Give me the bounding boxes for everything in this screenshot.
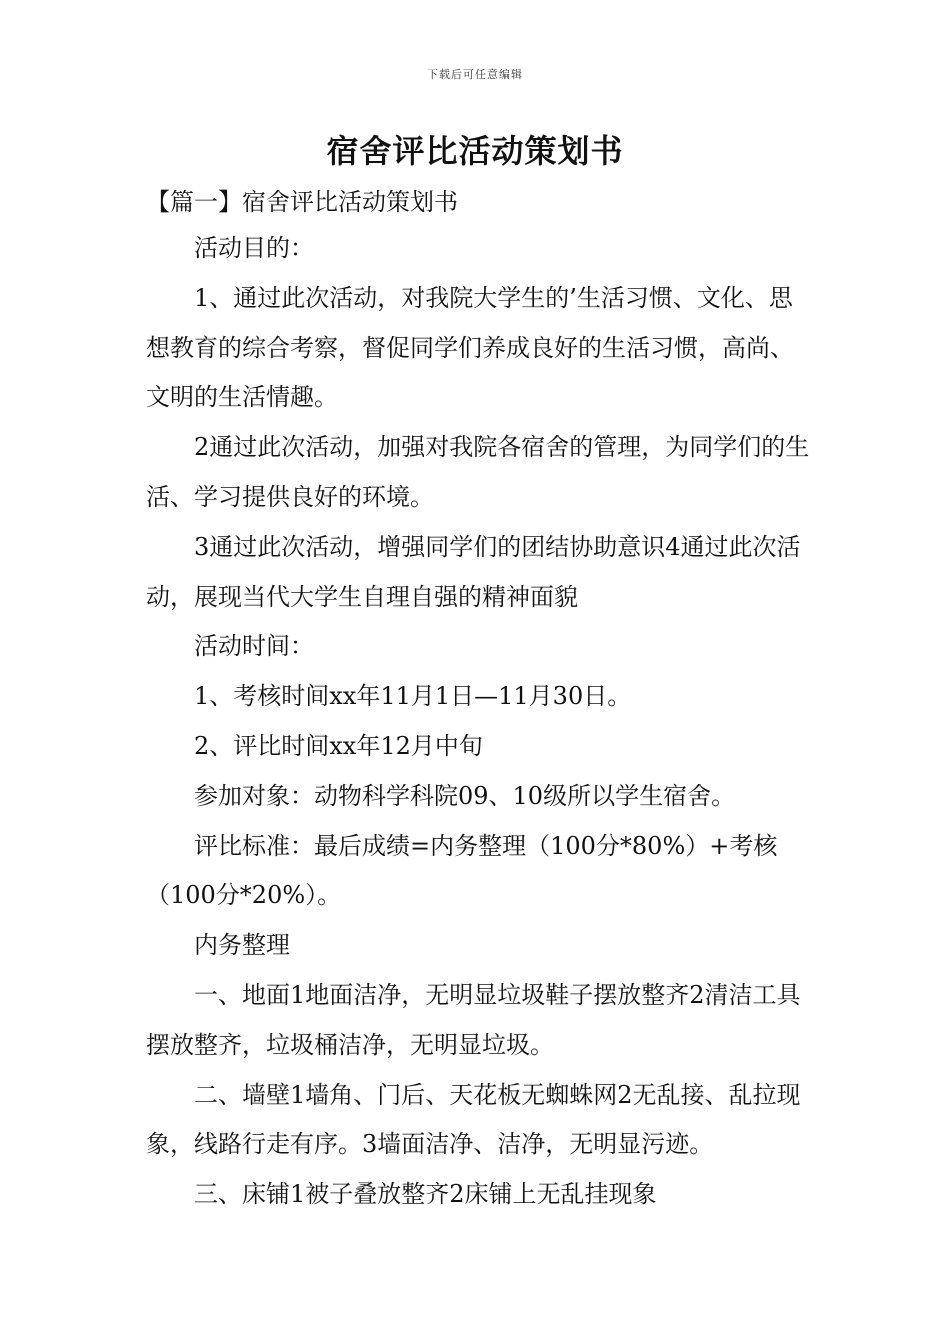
paragraph: 一、地面1地面洁净，无明显垃圾鞋子摆放整齐2清洁工具摆放整齐，垃圾桶洁净，无明显垃圾。: [146, 980, 801, 1059]
paragraph: 三、床铺1被子叠放整齐2床铺上无乱挂现象: [194, 1180, 657, 1209]
paragraph: 评比标准：最后成绩=内务整理（100分*80%）+考核（100分*20%）。: [146, 831, 778, 910]
paragraph: 1、考核时间xx年11月1日—11月30日。: [194, 682, 632, 711]
paragraph: 活动时间：: [194, 632, 314, 661]
paragraph: 2通过此次活动，加强对我院各宿舍的管理，为同学们的生活、学习提供良好的环境。: [146, 433, 810, 511]
paragraph: 参加对象：动物科学科院09、10级所以学生宿舍。: [194, 781, 736, 810]
paragraph: 二、墙壁1墙角、门后、天花板无蜘蛛网2无乱接、乱拉现象，线路行走有序。3墙面洁净、洁净，无明显污迹。: [146, 1080, 801, 1159]
paragraph: 2、评比时间xx年12月中旬: [194, 731, 483, 760]
paragraph: 内务整理: [194, 931, 290, 960]
document-title: 宿舍评比活动策划书: [326, 132, 624, 170]
header-note: 下载后可任意编辑: [427, 68, 523, 81]
document-body: [146, 224, 811, 1220]
paragraph: 活动目的：: [194, 234, 314, 262]
paragraph: 1、通过此次活动，对我院大学生的’生活习惯、文化、思想教育的综合考察，督促同学们养成良好的生活习惯，高尚、文明的生活情趣。: [146, 283, 794, 412]
section-heading: 【篇一】宿舍评比活动策划书: [146, 188, 458, 216]
paragraph: 3通过此次活动，增强同学们的团结协助意识4通过此次活动，展现当代大学生自理自强的精神面貌: [146, 532, 801, 611]
